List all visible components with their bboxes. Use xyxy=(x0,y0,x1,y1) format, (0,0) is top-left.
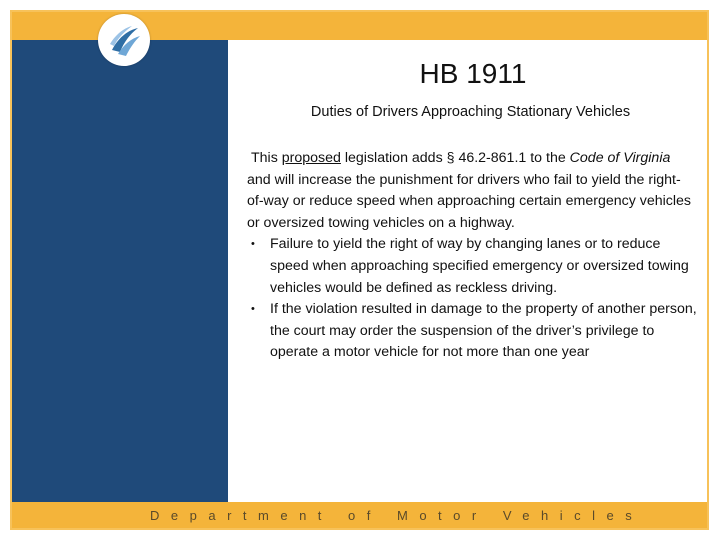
intro-text-middle: legislation adds § 46.2-861.1 to the xyxy=(340,150,570,166)
bullet-text: Failure to yield the right of way by changing lanes or to reduce speed when approaching specified emergency or oversized towing vehicles would be defined as reckless driving. xyxy=(270,236,689,296)
list-item xyxy=(247,234,697,299)
bullet-text: If the violation resulted in damage to the property of another person, the court may order the suspension of the driver’s privilege to operate a motor vehicle for not more than one year xyxy=(270,301,697,361)
list-item xyxy=(247,299,697,364)
bullet-icon: • xyxy=(251,238,255,251)
intro-paragraph xyxy=(247,148,697,234)
slide-body xyxy=(247,148,697,364)
bullet-icon: • xyxy=(251,303,255,316)
bullet-list xyxy=(247,234,697,364)
intro-italic-code: Code of Virginia xyxy=(569,150,671,166)
footer-department-name: Department of Motor Vehicles xyxy=(150,508,644,523)
intro-text-start: This xyxy=(251,150,282,166)
dmv-logo-icon xyxy=(98,14,150,66)
slide-title: HB 1911 xyxy=(419,58,527,89)
sidebar-panel xyxy=(12,40,228,502)
intro-text-end: and will increase the punishment for drivers who fail to yield the right-of-way or reduce speed when approaching certain emergency vehicles or oversized towing vehicles on a highway. xyxy=(247,171,692,231)
intro-underlined-word: proposed xyxy=(281,150,341,166)
slide-subtitle: Duties of Drivers Approaching Stationary Vehicles xyxy=(310,104,631,120)
